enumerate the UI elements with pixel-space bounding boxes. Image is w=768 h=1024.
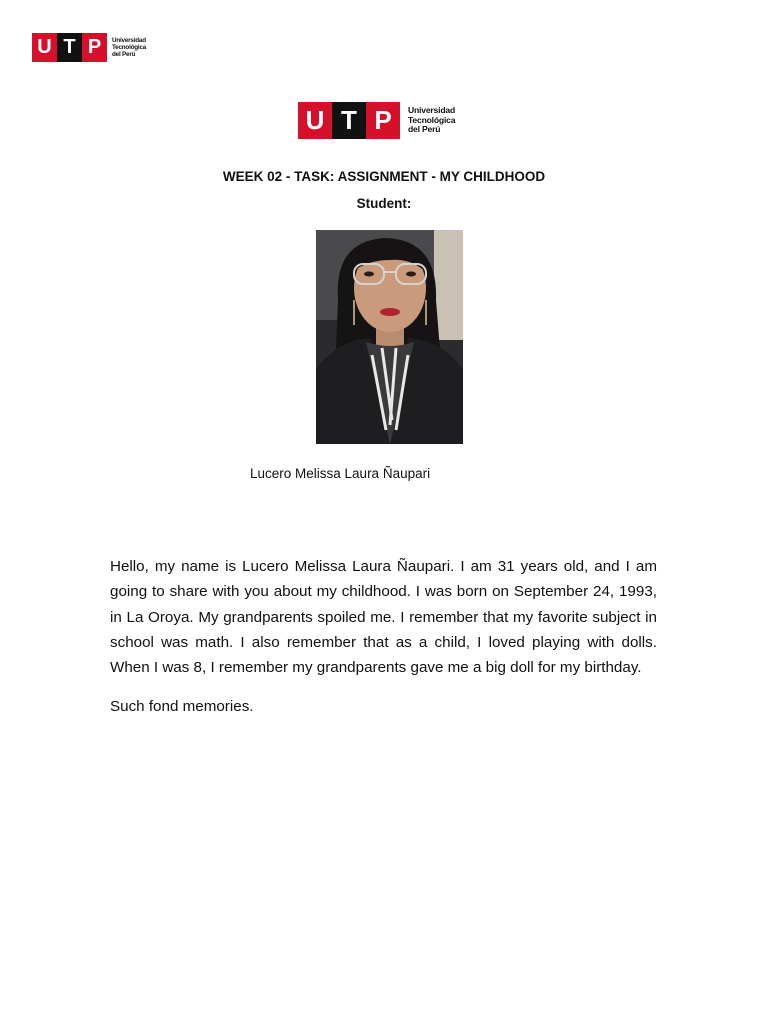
- logo-letter-u: U: [298, 102, 332, 139]
- closing-line: Such fond memories.: [110, 698, 254, 715]
- document-title: WEEK 02 - TASK: ASSIGNMENT - MY CHILDHOOD: [222, 169, 546, 184]
- logo-letter-p: P: [366, 102, 400, 139]
- logo-line-1: Universidad: [112, 37, 146, 44]
- logo-letter-t: T: [57, 33, 82, 62]
- utp-logo-center: [298, 102, 455, 139]
- logo-letter-t: T: [332, 102, 366, 139]
- logo-letter-p: P: [82, 33, 107, 62]
- logo-line-2: Tecnológica: [112, 44, 147, 51]
- logo-letter-u: U: [32, 33, 57, 62]
- logo-wordmark: [112, 37, 146, 58]
- portrait-illustration: [316, 230, 463, 444]
- student-name: Lucero Melissa Laura Ñaupari: [250, 466, 431, 481]
- utp-logo-boxes: [298, 102, 400, 139]
- student-photo: [316, 230, 463, 444]
- logo-line-1: Universidad: [408, 105, 455, 116]
- logo-line-3: del Perú: [112, 51, 136, 58]
- utp-logo-header: [32, 33, 146, 62]
- logo-line-2: Tecnológica: [408, 114, 456, 125]
- utp-logo-boxes: [32, 33, 107, 62]
- childhood-paragraph: Hello, my name is Lucero Melissa Laura Ñaupari. I am 31 years old, and I am going to share with you about my childhood. I was born on September 24, 1993, in La Oroya. My grandparents spoiled me. I remember that my favorite subject in school was math. I also remember that as a child, I loved playing with dolls. When I was 8, I remember my grandparents gave me a big doll for my birthday.: [110, 558, 657, 677]
- student-label: Student:: [356, 196, 412, 211]
- logo-wordmark: [408, 106, 455, 135]
- logo-line-3: del Perú: [408, 124, 441, 135]
